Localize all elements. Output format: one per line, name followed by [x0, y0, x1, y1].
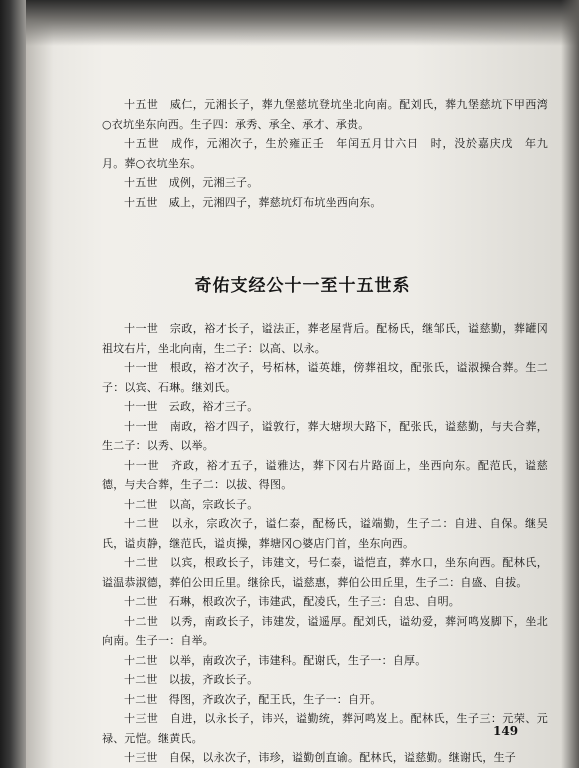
genealogy-entry: 十一世 宗政，裕才长子，谥法正，葬老屋背后。配杨氏，继邹氏，谥慈勤，葬罐冈祖坟右片，坐北向南，生二子：以高、以永。 — [102, 322, 548, 355]
genealogy-entry: 十五世 威上，元湘四子，葬慈坑灯布坑坐西向东。 — [124, 195, 382, 209]
genealogy-entry: 十二世 石琳，根政次子，讳建武，配凌氏，生子三：自忠、自明。 — [124, 595, 460, 608]
genealogy-entry: 十二世 以举，南政次子，讳建科。配谢氏，生子一：自厚。 — [124, 653, 427, 667]
genealogy-entry: 十二世 以拔，齐政长子。 — [124, 673, 259, 686]
genealogy-entry: 十一世 南政，裕才四子，谥敦行，葬大塘坝大路下，配张氏，谥慈勤，与夫合葬，生二子：以秀、以举。 — [102, 419, 548, 452]
genealogy-entry: 十五世 威仁，元湘长子，葬九堡慈坑登坑坐北向南。配刘氏，葬九堡慈坑下甲西湾○衣坑坐东向西。生子四：承秀、承全、承才、承贵。 — [102, 98, 548, 131]
genealogy-entry: 十二世 以宾，根政长子，讳建文，号仁泰，谥恺直，葬水口，坐东向西。配林氏，谥温恭淑德，葬伯公田丘里。继徐氏，谥慈惠，葬伯公田丘里，生子二：自盛、自拔。 — [102, 556, 548, 589]
genealogy-entry: 十二世 以高，宗政长子。 — [124, 497, 259, 511]
document-page — [26, 0, 579, 768]
genealogy-entry: 十二世 以永，宗政次子，谥仁泰，配杨氏，谥端勤，生子二：自进、自保。继吴氏，谥贞静，继范氏，谥贞操，葬塘冈○婆店门首，坐东向西。 — [102, 517, 548, 550]
page-number: 149 — [493, 724, 519, 738]
genealogy-entry: 十一世 根政，裕才次子，号柘林，谥英雄，傍葬祖坟，配张氏，谥淑操合葬。生二子：以宾、石琳。继刘氏。 — [102, 361, 548, 394]
book-spine-shadow — [0, 0, 26, 768]
page-right-shadow — [561, 0, 579, 768]
genealogy-entry: 十五世 成例，元湘三子。 — [124, 176, 259, 189]
genealogy-entry: 十一世 云政，裕才三子。 — [124, 400, 259, 413]
section-title: 奇佑支经公十一至十五世系 — [194, 276, 411, 296]
genealogy-entry: 十一世 齐政，裕才五子，谥雅达，葬下冈右片路面上，坐西向东。配范氏，谥慈德，与夫合葬，生子二：以拔、得图。 — [102, 458, 548, 491]
page-top-shadow — [26, 0, 579, 46]
genealogy-entry: 十三世 自进，以永长子，讳兴，谥勤统，葬河鸣岌上。配林氏，生子三：元荣、元禄、元恺。继黄氏。 — [102, 712, 548, 745]
genealogy-entry: 十三世 自保，以永次子，讳珍，谥勤创直谕。配林氏，谥慈勤。继谢氏，生子 — [124, 751, 516, 764]
genealogy-entry: 十二世 以秀，南政长子，讳建发，谥遥厚。配刘氏，谥幼爱，葬河鸣岌脚下，坐北向南。生子一：自举。 — [102, 614, 548, 647]
genealogy-entry: 十五世 成作，元湘次子，生於雍正壬 年闰五月廿六日 时，没於嘉庆戊 年九月。葬○衣坑坐东。 — [102, 137, 548, 170]
genealogy-entry: 十二世 得图，齐政次子，配王氏，生子一：自开。 — [124, 692, 382, 706]
genealogy-block-top — [102, 95, 548, 212]
genealogy-block-main — [102, 319, 548, 768]
